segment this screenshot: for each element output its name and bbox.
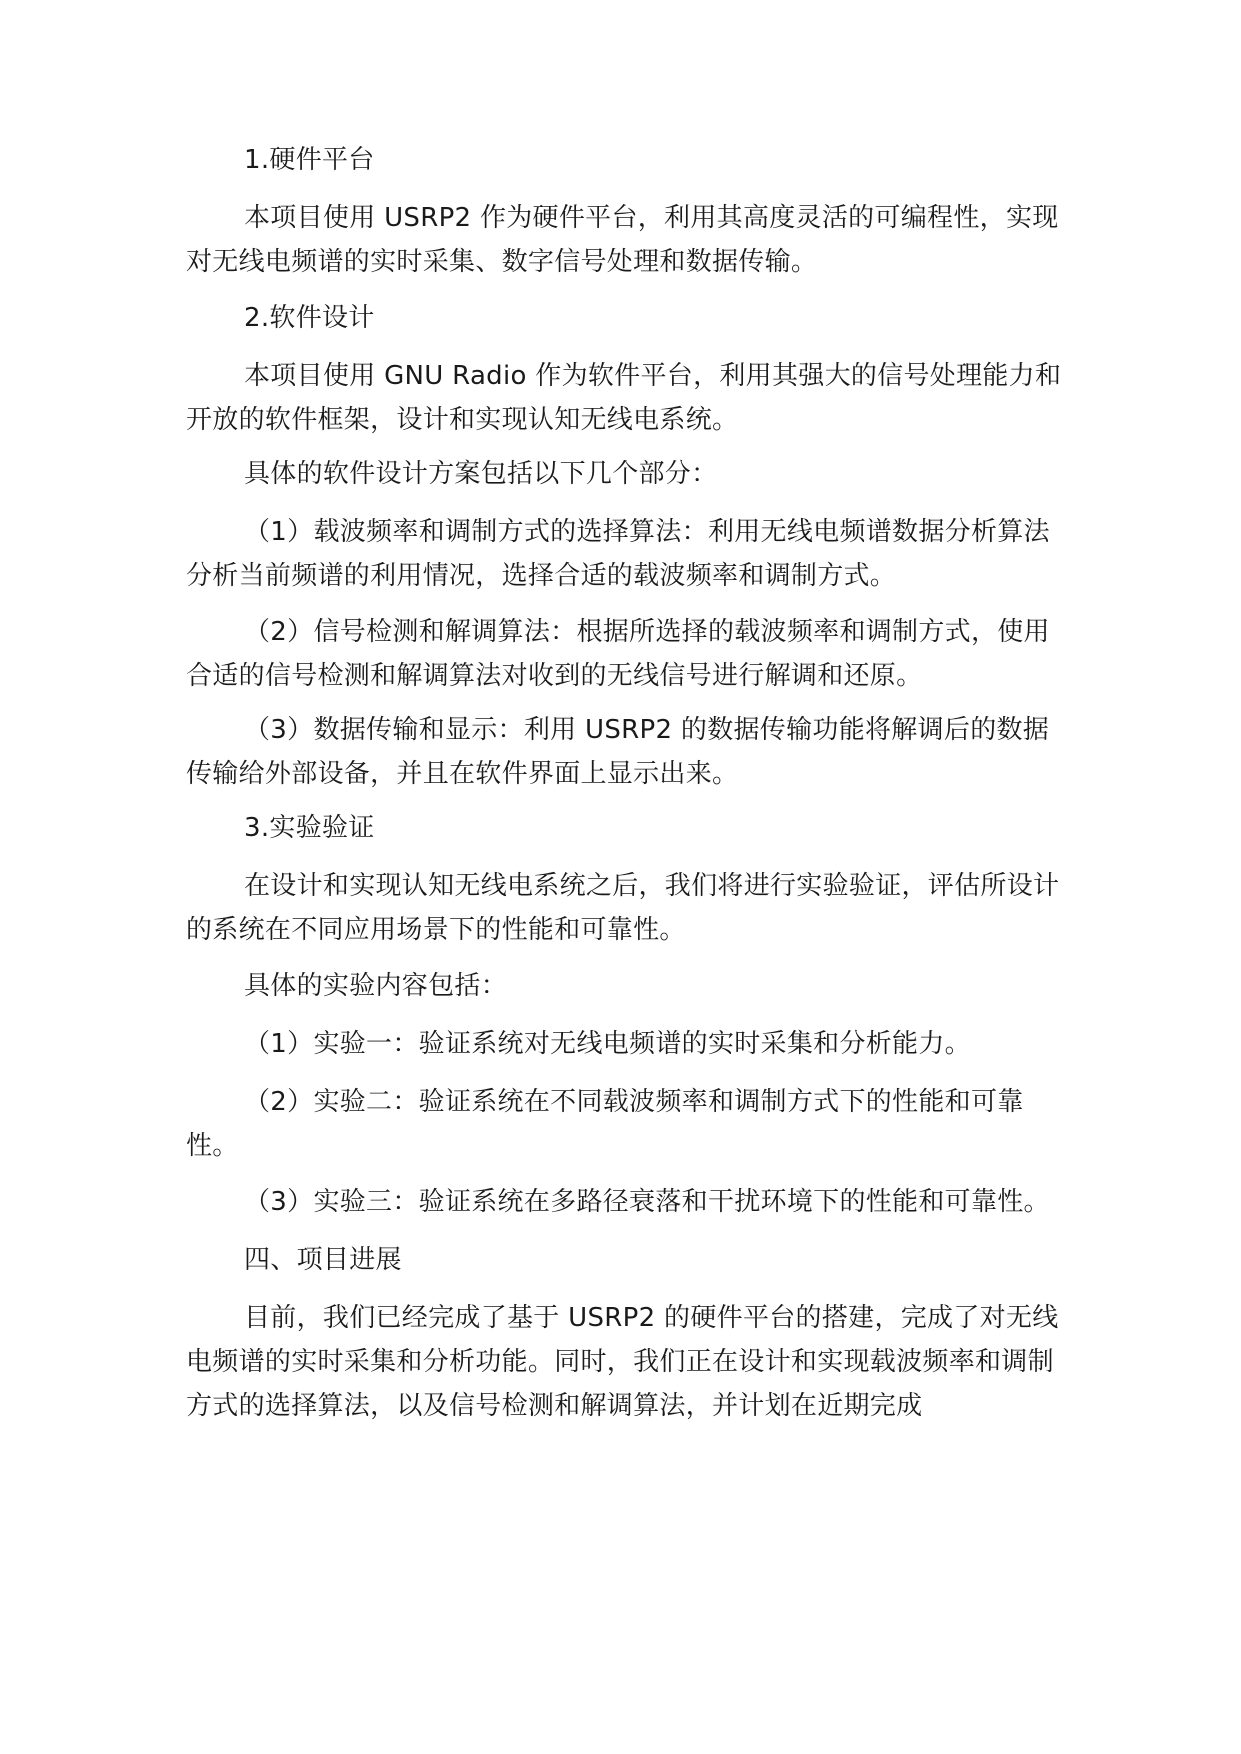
heading-project-progress: 四、项目进展: [244, 1245, 402, 1275]
heading-software-design: 2.软件设计: [244, 303, 375, 333]
paragraph-software-plan-intro: 具体的软件设计方案包括以下几个部分：: [244, 459, 718, 489]
list-item-software-1: （1）载波频率和调制方式的选择算法：利用无线电频谱数据分析算法分析当前频谱的利用情况，选择合适的载波频率和调制方式。: [186, 517, 1050, 591]
paragraph-hardware-description: 本项目使用 USRP2 作为硬件平台，利用其高度灵活的可编程性，实现对无线电频谱的实时采集、数字信号处理和数据传输。: [186, 203, 1059, 277]
paragraph-project-progress: 目前，我们已经完成了基于 USRP2 的硬件平台的搭建，完成了对无线电频谱的实时采集和分析功能。同时，我们正在设计和实现载波频率和调制方式的选择算法，以及信号检测和解调算法，并计划在近期完成: [186, 1303, 1059, 1421]
heading-experiment-verification: 3.实验验证: [244, 813, 375, 843]
list-item-software-2: （2）信号检测和解调算法：根据所选择的载波频率和调制方式，使用合适的信号检测和解调算法对收到的无线信号进行解调和还原。: [186, 617, 1050, 691]
paragraph-experiment-description: 在设计和实现认知无线电系统之后，我们将进行实验验证，评估所设计的系统在不同应用场景下的性能和可靠性。: [186, 871, 1060, 945]
list-item-experiment-3: （3）实验三：验证系统在多路径衰落和干扰环境下的性能和可靠性。: [244, 1187, 1050, 1217]
paragraph-software-description: 本项目使用 GNU Radio 作为软件平台，利用其强大的信号处理能力和开放的软件框架，设计和实现认知无线电系统。: [186, 361, 1062, 435]
paragraph-experiment-intro: 具体的实验内容包括：: [244, 971, 508, 1001]
list-item-software-3: （3）数据传输和显示：利用 USRP2 的数据传输功能将解调后的数据传输给外部设备，并且在软件界面上显示出来。: [186, 715, 1050, 789]
heading-hardware-platform: 1.硬件平台: [244, 145, 375, 175]
list-item-experiment-1: （1）实验一：验证系统对无线电频谱的实时采集和分析能力。: [244, 1029, 971, 1059]
list-item-experiment-2: （2）实验二：验证系统在不同载波频率和调制方式下的性能和可靠性。: [186, 1087, 1024, 1161]
